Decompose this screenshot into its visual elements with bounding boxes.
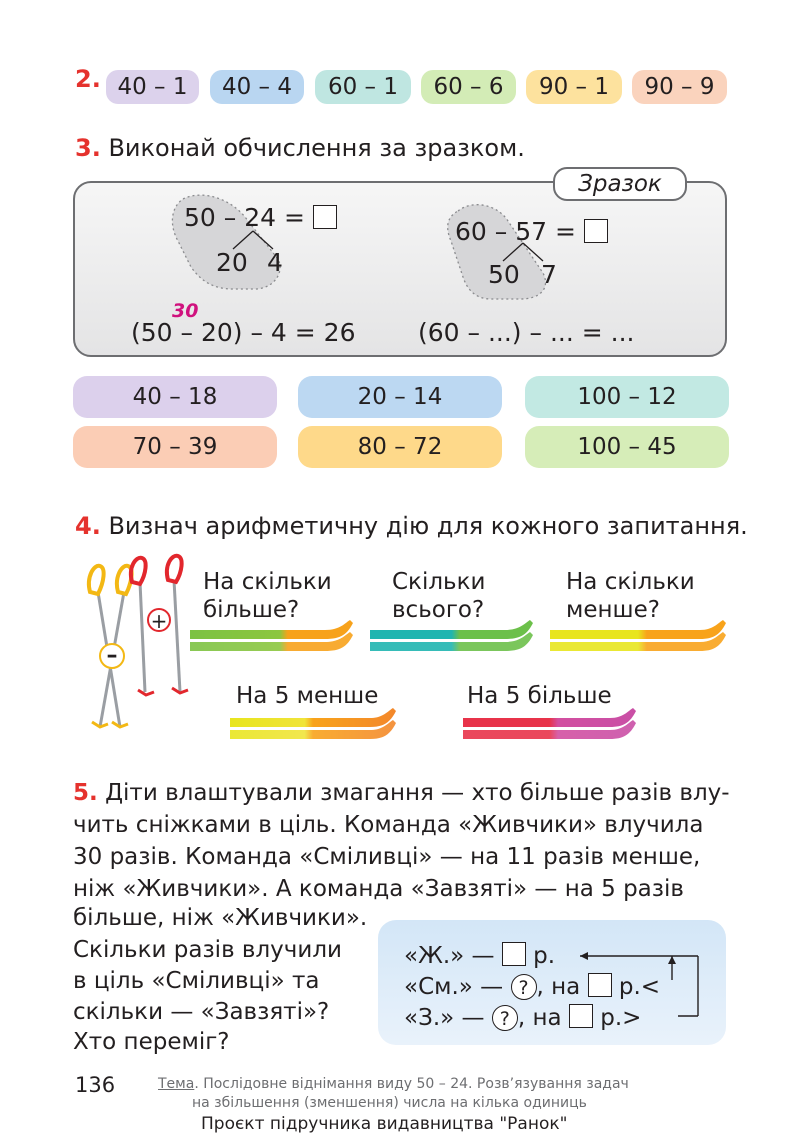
- question-line: На скільки: [566, 569, 695, 595]
- example-1-split-a: 20: [216, 248, 248, 277]
- topic-label: Тема: [158, 1076, 195, 1092]
- question-line: більше?: [203, 597, 300, 623]
- cell-100-45: 100 – 45: [525, 426, 729, 468]
- topic-text: . Послідовне віднімання виду 50 – 24. Розв’язування задач: [194, 1076, 629, 1092]
- task5-text: Діти влаштували змагання — хто більше разів влу-: [105, 780, 730, 806]
- task5-line-3: 30 разів. Команда «Сміливці» — на 11 разів менше,: [73, 844, 701, 870]
- question-circle: ?: [511, 974, 537, 1000]
- task4-number: 4.: [75, 512, 101, 540]
- expression-40-1: 40 – 1: [106, 70, 199, 104]
- example-2-split-b: 7: [541, 260, 557, 289]
- task5-line-7: в ціль «Сміливці» та: [73, 968, 320, 994]
- expression-90-9: 90 – 9: [632, 70, 727, 104]
- label-5-more: На 5 більше: [467, 683, 612, 709]
- page-number: 136: [75, 1073, 116, 1097]
- schema-team-label: «Ж.» —: [404, 943, 495, 969]
- example-2-expression: 60 – 57 =: [455, 217, 576, 246]
- footer-topic-line-1: [158, 1076, 629, 1092]
- schema-text: , на: [517, 1005, 562, 1031]
- schema-unit: р.: [533, 943, 556, 969]
- task5-line-2: чить сніжками в ціль. Команда «Живчики» влучила: [73, 812, 704, 838]
- sample-example-1: [184, 203, 337, 232]
- question-line: На скільки: [203, 569, 332, 595]
- task4-title: Визнач арифметичну дію для кожного запитання.: [108, 512, 748, 540]
- question-line: менше?: [566, 597, 660, 623]
- sample-example-2: [455, 217, 608, 246]
- answer-box: [584, 219, 608, 243]
- cell-20-14: 20 – 14: [298, 376, 502, 418]
- ski-poles-illustration: [80, 552, 200, 742]
- schema-unit: р.>: [600, 1005, 642, 1031]
- task5-line-9: Хто переміг?: [73, 1029, 230, 1055]
- task5-line-5: більше, ніж «Живчики».: [73, 905, 368, 931]
- sample-label: Зразок: [553, 167, 687, 201]
- schema-team-label: «З.» —: [404, 1005, 485, 1031]
- task5-line-8: скільки — «Завзяті»?: [73, 999, 330, 1025]
- task5-number: 5.: [73, 780, 98, 806]
- expression-90-1: 90 – 1: [526, 70, 622, 104]
- sample-line-2: (60 – ...) – ... = ...: [418, 318, 635, 347]
- question-circle: ?: [492, 1005, 518, 1031]
- task3-title: Виконай обчислення за зразком.: [108, 134, 525, 162]
- cell-100-12: 100 – 12: [525, 376, 729, 418]
- cell-40-18: 40 – 18: [73, 376, 277, 418]
- answer-box: [313, 205, 337, 229]
- task5-line-4: ніж «Живчики». А команда «Завзяті» — на 5 разів: [73, 876, 684, 902]
- schema-unit: р.<: [618, 974, 661, 1000]
- task3-heading: [75, 133, 525, 163]
- sample-line-1: (50 – 20) – 4 = 26: [131, 318, 356, 347]
- expression-60-1: 60 – 1: [315, 70, 411, 104]
- question-line: всього?: [392, 597, 485, 623]
- cell-80-72: 80 – 72: [298, 426, 502, 468]
- schema-team-label: «См.» —: [404, 974, 504, 1000]
- cell-70-39: 70 – 39: [73, 426, 277, 468]
- label-5-less: На 5 менше: [236, 683, 379, 709]
- expression-40-4: 40 – 4: [210, 70, 304, 104]
- task2-number: 2.: [75, 65, 101, 93]
- example-1-split-b: 4: [267, 248, 283, 277]
- expression-60-6: 60 – 6: [421, 70, 516, 104]
- task3-number: 3.: [75, 134, 101, 162]
- minus-icon: –: [99, 643, 125, 669]
- example-1-expression: 50 – 24 =: [184, 203, 305, 232]
- schema-arrows: [560, 944, 710, 1024]
- hint-value: 30: [172, 300, 199, 322]
- publisher-note: Проєкт підручника видавництва "Ранок": [201, 1114, 568, 1134]
- footer-topic-line-2: на збільшення (зменшення) числа на кілька одиниць: [192, 1095, 587, 1111]
- schema-text: , на: [536, 974, 581, 1000]
- plus-icon: +: [147, 608, 171, 632]
- task4-heading: [75, 511, 748, 541]
- task5-line-1: [73, 778, 730, 808]
- schema-row-1: [404, 941, 555, 971]
- example-2-split-a: 50: [488, 260, 520, 289]
- answer-box: [502, 942, 526, 966]
- question-line: Скільки: [392, 569, 486, 595]
- task5-line-6: Скільки разів влучили: [73, 937, 342, 963]
